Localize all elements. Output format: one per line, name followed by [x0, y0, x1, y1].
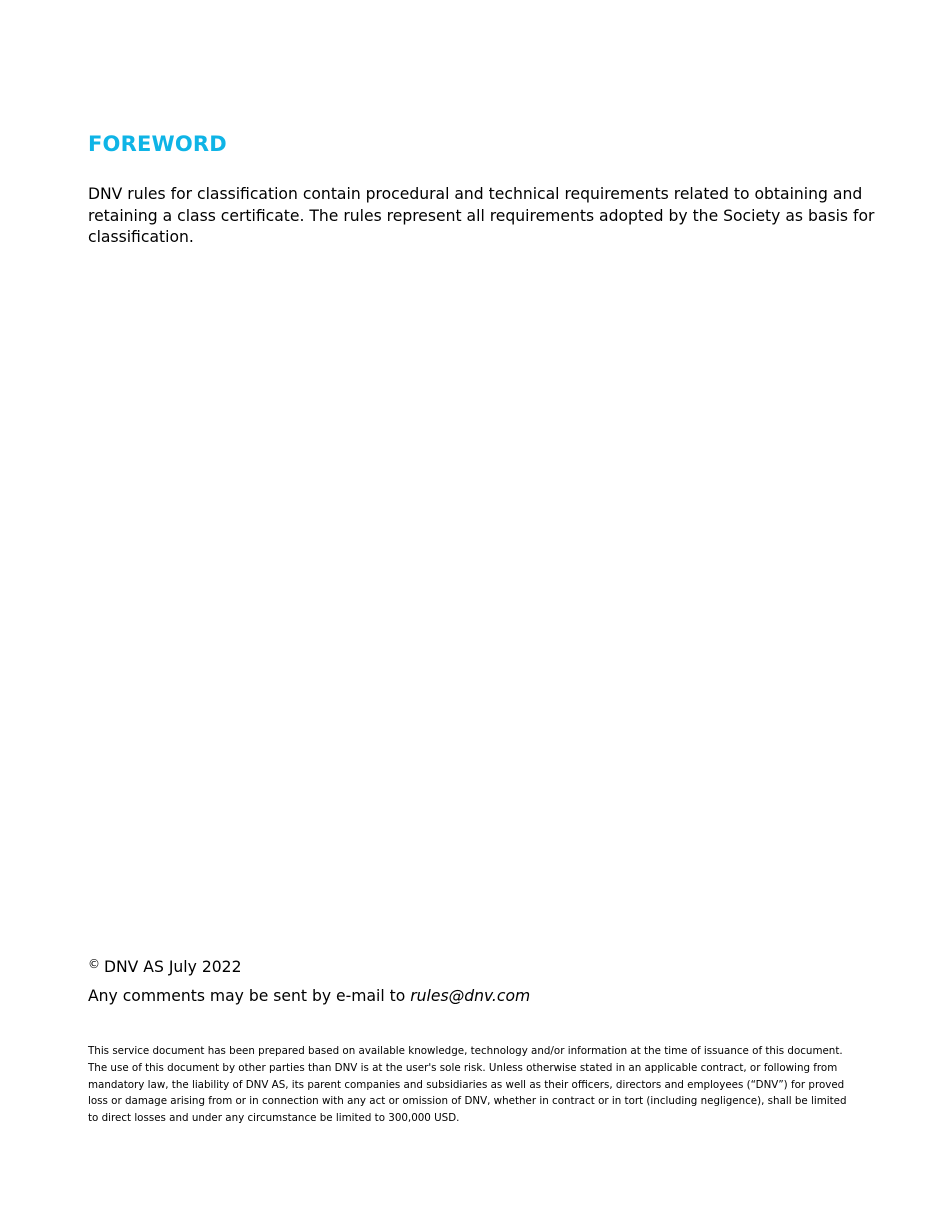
comments-email-link[interactable]: rules@dnv.com	[410, 987, 531, 1005]
foreword-heading: FOREWORD	[88, 132, 227, 156]
comments-prefix: Any comments may be sent by e-mail to	[88, 987, 411, 1005]
comments-line	[88, 986, 530, 1006]
disclaimer-paragraph: This service document has been prepared based on available knowledge, technology and/or information at the time of issuance of this document. The use of this document by other parties than DNV is at the user's sole risk. Unless otherwise stated in an applicable contract, or following from mandatory law, the liability of DNV AS, its parent companies and subsidiaries as well as their officers, directors and employees (“DNV”) for proved loss or damage arising from or in connection with any act or omission of DNV, whether in contract or in tort (including negligence), shall be limited to direct losses and under any circumstance be limited to 300,000 USD.	[88, 1045, 847, 1125]
copyright-symbol: ©	[88, 957, 100, 971]
foreword-paragraph: DNV rules for classification contain procedural and technical requirements related to obtaining and retaining a class certificate. The rules represent all requirements adopted by the Society as basis for classification.	[88, 185, 875, 246]
copyright-line	[88, 954, 242, 977]
copyright-text: DNV AS July 2022	[104, 958, 242, 976]
